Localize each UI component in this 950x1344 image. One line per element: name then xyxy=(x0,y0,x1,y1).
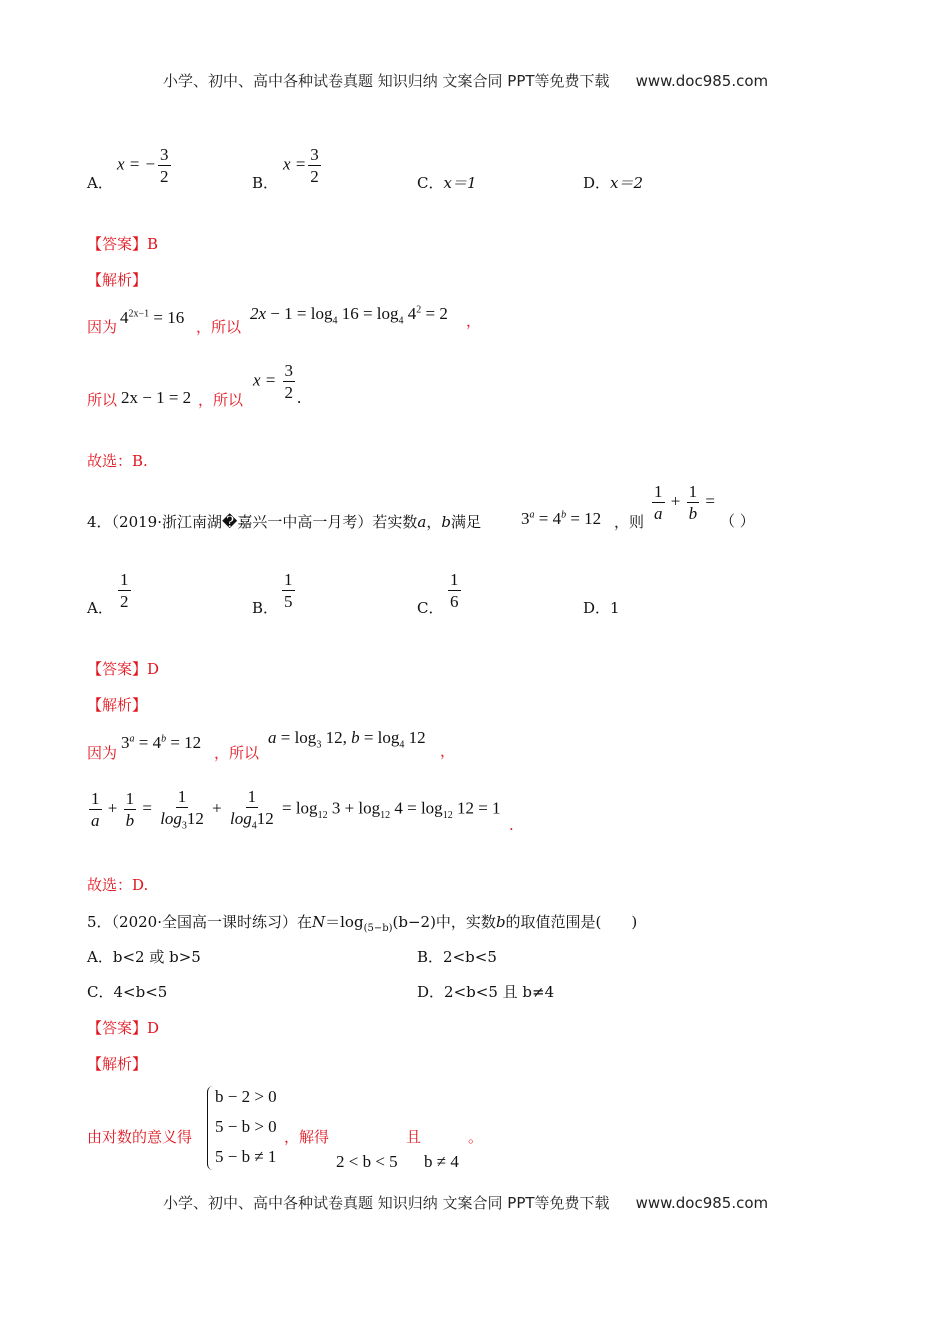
q5-option-b-label: B． xyxy=(417,948,444,966)
q4-option-c-expr xyxy=(446,571,463,610)
q5-system-eq3: 5 − b ≠ 1 xyxy=(215,1147,277,1166)
q5-stem-suffix: 的取值范围是( ) xyxy=(505,913,638,931)
q4-option-b-num: 1 xyxy=(284,570,293,589)
q3-option-d-label: D． xyxy=(583,174,611,192)
q3-analysis-line1 xyxy=(87,316,117,337)
q3-line2-suffix: . xyxy=(297,388,302,407)
q4-conclusion: 故选：D. xyxy=(87,876,149,894)
q3-analysis-title: 【解析】 xyxy=(87,271,148,289)
q5-system-eq1: b − 2 > 0 xyxy=(215,1087,277,1106)
q4-stem-condition: $3^a = 4^b = 12$ xyxy=(521,509,602,528)
q5-system-brace xyxy=(207,1086,214,1170)
q3-answer: 【答案】B xyxy=(87,235,159,253)
q3-option-a-num: 3 xyxy=(160,145,169,164)
q4-stem-blank: （ ） xyxy=(720,512,755,530)
page-footer xyxy=(163,1192,768,1213)
q3-option-c xyxy=(417,172,477,193)
q5-stem-eq: ＝log xyxy=(325,913,364,931)
q5-option-a-expr: b<2 或 b>5 xyxy=(112,948,201,966)
q3-line1-expr1: $4^{2x-1} = 16$ xyxy=(120,308,185,327)
q4-option-b-label: B． xyxy=(252,599,279,617)
q3-line1-prefix: 因为 xyxy=(87,318,118,336)
q4-analysis-title: 【解析】 xyxy=(87,696,148,714)
q5-option-c xyxy=(87,981,167,1002)
footer-site-link[interactable]: www.doc985.com xyxy=(635,1194,769,1212)
q5-result-2: b ≠ 4 xyxy=(424,1152,459,1171)
q5-line-mid: ，解得 xyxy=(284,1128,330,1146)
q5-option-d-expr: 2<b<5 且 b≠4 xyxy=(444,983,555,1001)
q3-option-c-expr: x＝1 xyxy=(443,174,477,192)
q5-option-d-label: D． xyxy=(417,983,445,1001)
q4-line2-expr: $\frac{1}{a}$ + $\frac{1}{b}$ = $\frac{1}{\log_312}$ + $\frac{1}{\log_412}$ = $\log_{12} 3 + \log_{12} 4 = \log_{12} 12 = 1$ xyxy=(91,787,501,832)
q4-stem-text: 4．（2019·浙江南湖�嘉兴一中高一月考）若实数 xyxy=(87,513,418,531)
q4-option-c-label: C． xyxy=(417,599,444,617)
footer-title: 小学、初中、高中各种试卷真题 知识归纳 文案合同 PPT等免费下载 xyxy=(163,1194,610,1212)
q5-answer: 【答案】D xyxy=(87,1019,160,1037)
q4-option-d xyxy=(583,597,620,618)
q3-option-a-expr xyxy=(117,146,173,185)
q4-option-a-num: 1 xyxy=(120,570,129,589)
q3-option-b xyxy=(252,172,278,193)
q5-stem-arg: (b−2)中，实数 xyxy=(392,913,496,931)
q4-stem-a: a xyxy=(417,513,427,531)
q3-line2-prefix: 所以 xyxy=(87,391,118,409)
q5-line-end: 。 xyxy=(468,1128,484,1146)
q5-stem-b: b xyxy=(495,913,506,931)
q5-option-a xyxy=(87,946,201,967)
q5-line-prefix: 由对数的意义得 xyxy=(87,1128,193,1146)
q4-option-b-den: 5 xyxy=(284,592,293,611)
q4-stem-frac-a: $\frac{1}{a}$ xyxy=(654,482,663,523)
q4-stem-then: ，则 xyxy=(614,513,645,531)
q5-option-c-expr: 4<b<5 xyxy=(113,983,168,1001)
q4-stem-expr: $\frac{1}{a}$ + $\frac{1}{b}$ = xyxy=(654,482,715,523)
q4-option-a-label: A． xyxy=(87,599,113,617)
q4-line1-expr2: $a = \log_3 12$, $b = \log_4 12$ xyxy=(268,728,426,751)
q3-option-b-fraction xyxy=(308,146,321,185)
header-title: 小学、初中、高中各种试卷真题 知识归纳 文案合同 PPT等免费下载 xyxy=(163,72,610,90)
q5-option-b xyxy=(417,946,497,967)
q5-option-d xyxy=(417,981,554,1002)
q5-line-and: 且 xyxy=(406,1128,422,1146)
q3-option-c-label: C． xyxy=(417,174,444,192)
q3-line1-expr2: $2x - 1 = \log_4 16 = \log_4 4^2 = 2$ xyxy=(250,304,448,327)
q3-line1-mid: ，所以 xyxy=(196,318,242,336)
q3-line2-expr: 2x − 1 = 2 xyxy=(121,388,192,407)
q3-option-a-den: 2 xyxy=(160,167,169,186)
q5-stem-prefix: 5．（2020·全国高一课时练习）在 xyxy=(87,913,312,931)
q3-option-a-fraction xyxy=(158,146,171,185)
q4-stem-sep: ， xyxy=(426,513,442,531)
q3-option-b-num: 3 xyxy=(310,145,319,164)
q3-option-a-label: A． xyxy=(87,174,113,192)
q4-option-d-expr: 1 xyxy=(610,599,620,617)
q3-line2-result: x = $\frac{3}{2}$ xyxy=(253,361,294,402)
q5-stem-n: N xyxy=(312,913,326,931)
q4-option-c-den: 6 xyxy=(450,592,459,611)
q4-stem xyxy=(87,511,481,532)
q5-stem xyxy=(87,911,637,934)
page-header xyxy=(163,70,768,91)
q3-line1-suffix: ， xyxy=(466,312,482,330)
q4-stem-cond: 满足 xyxy=(450,513,481,531)
q5-analysis-title: 【解析】 xyxy=(87,1055,148,1073)
q3-option-a-lhs: x = − xyxy=(117,154,156,174)
q4-option-b-expr xyxy=(280,571,297,610)
q3-option-d xyxy=(583,172,643,193)
q4-line1-expr1: $3^a = 4^b = 12$ xyxy=(121,733,202,752)
q5-stem-base: (5−b) xyxy=(363,923,393,934)
q3-line2-fraction: $\frac{3}{2}$ xyxy=(284,361,294,402)
q3-line2-mid: ，所以 xyxy=(198,391,244,409)
header-site-link[interactable]: www.doc985.com xyxy=(635,72,769,90)
q4-option-a-den: 2 xyxy=(120,592,129,611)
q3-option-b-label: B． xyxy=(252,174,279,192)
q4-option-c-num: 1 xyxy=(450,570,459,589)
q4-line2-suffix: . xyxy=(509,816,514,834)
q3-option-b-lhs: x = xyxy=(283,154,307,174)
q4-line1-prefix: 因为 xyxy=(87,744,118,762)
q4-line1-mid: ，所以 xyxy=(214,744,260,762)
q5-option-a-label: A． xyxy=(87,948,113,966)
q4-stem-b: b xyxy=(441,513,451,531)
q4-option-a-expr xyxy=(116,571,133,610)
q3-option-b-expr xyxy=(283,146,323,185)
q5-option-c-label: C． xyxy=(87,983,114,1001)
q3-option-b-den: 2 xyxy=(310,167,319,186)
q4-answer: 【答案】D xyxy=(87,660,160,678)
q4-stem-frac-b: $\frac{1}{b}$ xyxy=(688,482,698,523)
q3-conclusion: 故选：B. xyxy=(87,452,148,470)
q5-option-b-expr: 2<b<5 xyxy=(443,948,497,966)
q3-analysis-line2 xyxy=(87,389,117,410)
q3-option-a xyxy=(87,172,113,193)
q4-line1-suffix: ， xyxy=(440,742,456,760)
q5-system-eq2: 5 − b > 0 xyxy=(215,1117,277,1136)
q4-option-d-label: D． xyxy=(583,599,611,617)
q5-result-1: 2 < b < 5 xyxy=(336,1152,398,1171)
q3-option-d-expr: x＝2 xyxy=(610,174,644,192)
